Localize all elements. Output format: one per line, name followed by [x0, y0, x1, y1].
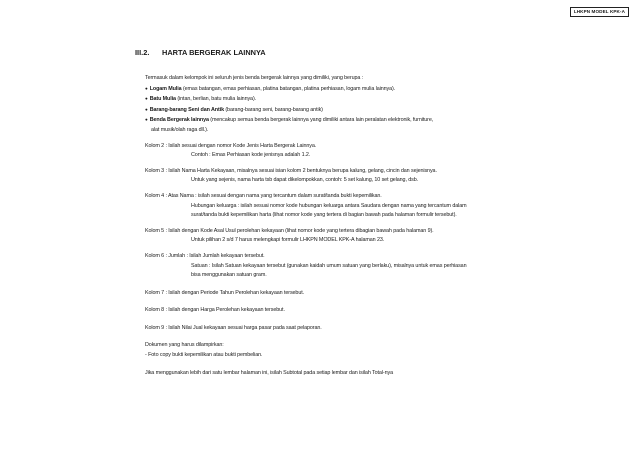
bullet-dot-icon: ●	[145, 117, 148, 123]
bullet-continuation: alat musik/olah raga dll.).	[151, 126, 209, 133]
kolom-4-line3: surat/tanda bukti kepemilikan harta (lihat nomor kode yang tertera di bagian bawah pada halaman formulir tersebut).	[191, 212, 457, 219]
bullet-dot-icon: ●	[145, 106, 148, 112]
kolom-4-line1: Kolom 4 : Atas Nama : isilah sesuai dengan nama yang tercantum dalam surat/tanda bukti kepemilikan.	[145, 192, 382, 199]
kolom-5-line1: Kolom 5 : Isilah dengan Kode Asal Usul perolehan kekayaan (lihat nomor kode yang tertera dibagian bawah pada halaman 9).	[145, 227, 434, 234]
kolom-7-line1: Kolom 7 : Isilah dengan Periode Tahun Perolehan kekayaan tersebut.	[145, 289, 305, 296]
kolom-3-line1: Kolom 3 : Isilah Nama Harta Kekayaan, misalnya sesuai isian kolom 2 bentuknya berupa kalung, gelang, cincin dan sejenisnya.	[145, 167, 437, 174]
kolom-2-line2: Contoh : Emas Perhiasan kode jenisnya adalah 1.2.	[191, 152, 311, 159]
kolom-3-line2: Untuk yang sejenis, nama harta tsb dapat dikelompokkan, contoh: 5 set kalung, 10 set gelang, dsb.	[191, 177, 419, 184]
documents-item-1: - Foto copy bukti kepemilikan atau bukti pembelian.	[145, 352, 263, 359]
section-number: III.2.	[135, 48, 150, 57]
bullet-barang-seni	[145, 105, 603, 116]
kolom-5-line2: Untuk pilihan 2 s/d 7 harus melengkapi formulir LHKPN MODEL KPK-A halaman 23.	[191, 237, 385, 244]
bullet-desc: (barang-barang seni, barang-barang antik)	[223, 106, 323, 113]
bullet-dot-icon: ●	[145, 96, 148, 102]
section-heading	[135, 48, 266, 57]
model-label-box	[570, 7, 629, 17]
documents-heading: Dokumen yang harus dilampirkan:	[145, 342, 224, 349]
footer-note: Jika menggunakan lebih dari satu lembar halaman ini, isilah Subtotal pada setiap lembar dan isilah Total-nya	[145, 369, 394, 376]
bullet-term: Benda Bergerak lainnya	[149, 117, 209, 124]
bullet-dot-icon: ●	[145, 85, 148, 91]
kolom-6-line1: Kolom 6 : Jumlah : Isilah Jumlah kekayaan tersebut.	[145, 252, 265, 259]
bullet-desc: (emas batangan, emas perhiasan, platina batangan, platina perhiasan, logam mulia lainnya).	[181, 85, 396, 92]
section-title: HARTA BERGERAK LAINNYA	[162, 48, 266, 57]
bullet-batu-mulia	[145, 94, 603, 105]
bullet-benda-bergerak	[145, 115, 603, 126]
bullet-term: Barang-barang Seni dan Antik	[149, 106, 224, 113]
kolom-9-line1: Kolom 9 : Isilah Nilai Jual kekayaan sesuai harga pasar pada saat pelaporan.	[145, 324, 322, 331]
intro-text: Termasuk dalam kelompok ini seluruh jenis benda bergerak lainnya yang dimiliki, yang berupa :	[145, 75, 364, 81]
instruction-content	[145, 74, 603, 378]
kolom-4-line2: Hubungan keluarga : isilah sesuai nomor kode hubungan keluarga antara Saudara dengan nama yang tercantum dalam	[191, 202, 467, 209]
bullet-term: Batu Mulia	[149, 96, 176, 103]
model-label: LHKPN MODEL KPK-A	[573, 9, 625, 14]
kolom-6-line2: Satuan : Isilah Satuan kekayaan tersebut (gunakan kaidah umum satuan yang berlaku), misalnya untuk emas perhiasan	[191, 262, 467, 269]
kolom-2-line1: Kolom 2 : Isilah sesuai dengan nomor Kode Jenis Harta Bergerak Lainnya.	[145, 142, 317, 149]
kolom-8-line1: Kolom 8 : Isilah dengan Harga Perolehan kekayaan tersebut.	[145, 307, 285, 314]
kolom-6-line3: bisa menggunakan satuan gram.	[191, 272, 267, 279]
bullet-logam-mulia	[145, 84, 603, 95]
bullet-desc: (mencakup semua benda bergerak lainnya yang dimiliki antara lain peralatan elektronik, furniture,	[208, 117, 434, 124]
bullet-term: Logam Mulia	[149, 85, 182, 92]
bullet-desc: (intan, berlian, batu mulia lainnya).	[175, 96, 257, 103]
